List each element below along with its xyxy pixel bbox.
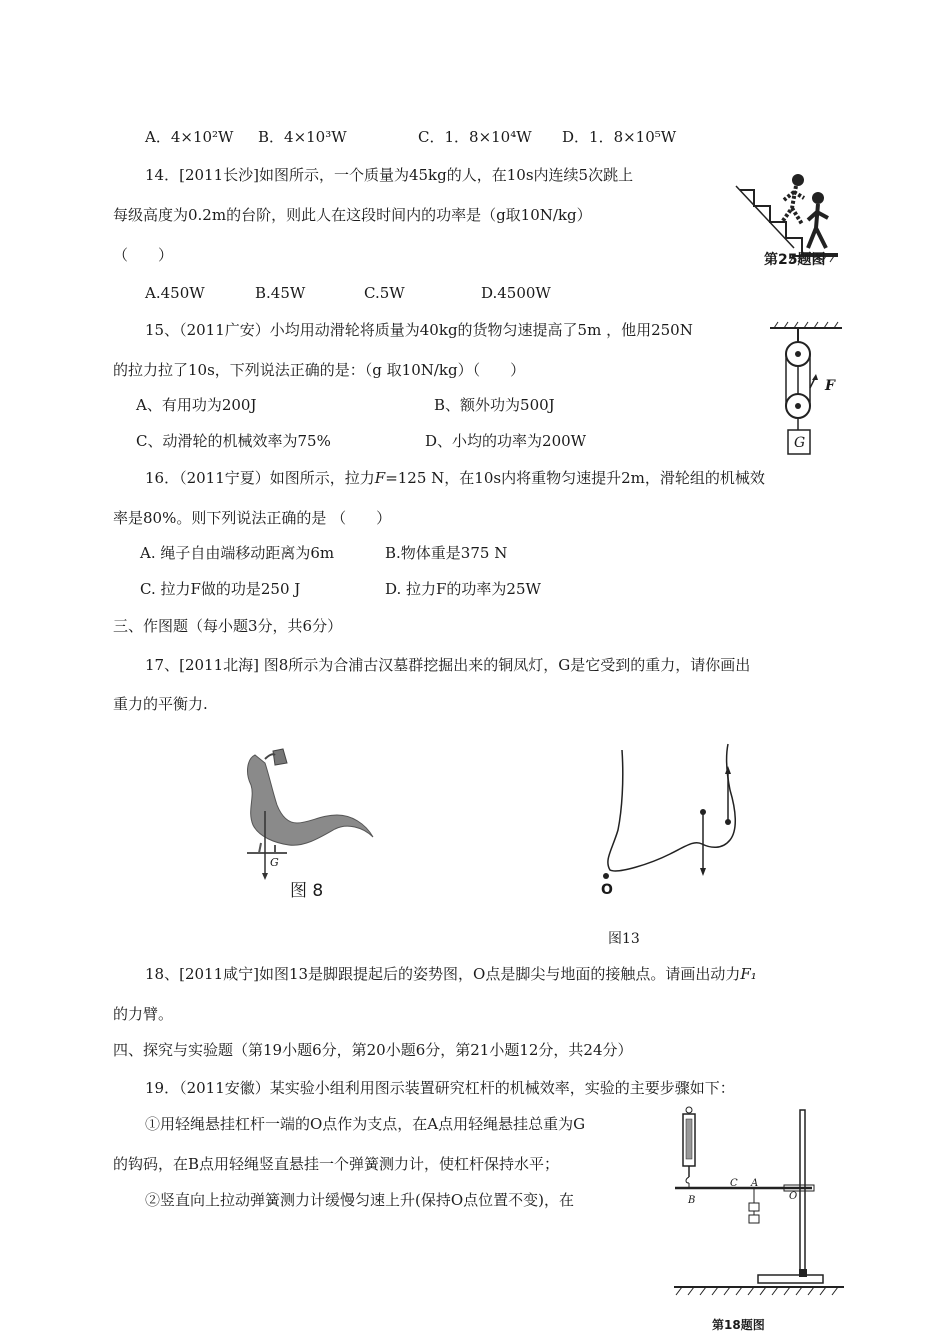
q16-line1 xyxy=(145,468,765,488)
q16-line1-a: 16．（2011宁夏）如图所示，拉力 xyxy=(145,469,375,487)
q15-option-b: B、额外功为500J xyxy=(434,396,555,414)
q14-bracket: （ ） xyxy=(113,246,174,264)
q17-line1: 17、[2011北海] 图8所示为合浦古汉墓群挖掘出来的铜凤灯，G是它受到的重力，请你画出 xyxy=(145,656,751,674)
q16-option-b: B.物体重是375 N xyxy=(385,544,508,562)
q13-option-b: B．4×10³W xyxy=(258,128,347,146)
q18-line1-a: 18、[2011咸宁]如图13是脚跟提起后的姿势图，O点是脚尖与地面的接触点。请画出动力 xyxy=(145,965,741,983)
q15-option-a: A、有用功为200J xyxy=(136,396,257,414)
lever-label-o: O xyxy=(789,1191,798,1202)
q16-line2: 率是80%。则下列说法正确的是 （ ） xyxy=(113,509,392,527)
q13-option-d: D．1．8×10⁵W xyxy=(562,128,677,146)
lever-apparatus-figure xyxy=(672,1105,847,1310)
lever-label-b: B xyxy=(688,1195,696,1206)
fig8-label-g: G xyxy=(270,856,279,869)
q14-line1: 14．[2011长沙]如图所示，一个质量为45kg的人，在10s内连续5次跳上 xyxy=(145,166,634,184)
q18-line1 xyxy=(145,964,757,984)
fig8-caption: 图 8 xyxy=(290,881,324,901)
lever-figure-caption: 第18题图 xyxy=(712,1318,765,1332)
q15-line2: 的拉力拉了10s，下列说法正确的是：（g 取10N/kg）（ ） xyxy=(113,361,526,379)
section4-heading: 四、探究与实验题（第19小题6分，第20小题6分，第21小题12分，共24分） xyxy=(113,1041,633,1059)
q19-step1-a: ①用轻绳悬挂杠杆一端的O点作为支点，在A点用轻绳悬挂总重为G xyxy=(145,1115,586,1133)
fig13-label-o: O xyxy=(601,882,613,898)
q15-option-c: C、动滑轮的机械效率为75% xyxy=(136,432,331,450)
q16-option-c: C. 拉力F做的功是250 J xyxy=(140,580,301,598)
q14-figure-caption: 第25题图 xyxy=(764,252,826,268)
lever-label-a: A xyxy=(751,1178,759,1189)
q14-option-a: A.450W xyxy=(145,284,205,302)
q15-label-f: F xyxy=(825,378,835,394)
q16-line1-b: =125 N，在10s内将重物匀速提升2m，滑轮组的机械效 xyxy=(385,469,765,487)
fig13-caption: 图13 xyxy=(608,931,640,947)
q13-option-c: C．1．8×10⁴W xyxy=(418,128,532,146)
q14-line2: 每级高度为0.2m的台阶，则此人在这段时间内的功率是（g取10N/kg） xyxy=(113,206,592,224)
q16-option-d: D. 拉力F的功率为25W xyxy=(385,580,541,598)
q14-option-c: C.5W xyxy=(364,284,405,302)
q19-line1: 19．（2011安徽）某实验小组利用图示装置研究杠杆的机械效率，实验的主要步骤如下： xyxy=(145,1079,735,1097)
q18-line1-f: F₁ xyxy=(740,965,757,983)
q15-label-g: G xyxy=(794,435,806,451)
q17-line2: 重力的平衡力. xyxy=(113,695,208,713)
section3-heading: 三、作图题（每小题3分，共6分） xyxy=(113,617,343,635)
q14-option-b: B.45W xyxy=(255,284,306,302)
q15-option-d: D、小均的功率为200W xyxy=(425,432,587,450)
q19-step2: ②竖直向上拉动弹簧测力计缓慢匀速上升(保持O点位置不变)，在 xyxy=(145,1191,575,1209)
q18-line2: 的力臂。 xyxy=(113,1005,174,1023)
phoenix-lamp-figure xyxy=(225,745,385,895)
q14-option-d: D.4500W xyxy=(481,284,551,302)
q13-option-a: A．4×10²W xyxy=(145,128,234,146)
q16-line1-f: F xyxy=(374,469,386,487)
q15-line1: 15、（2011广安）小均用动滑轮将质量为40kg的货物匀速提高了5m ，他用250N xyxy=(145,321,693,339)
lever-label-c: C xyxy=(730,1178,738,1189)
q16-option-a: A. 绳子自由端移动距离为6m xyxy=(140,544,335,562)
foot-figure xyxy=(590,740,770,900)
q19-step1-b: 的钩码，在B点用轻绳竖直悬挂一个弹簧测力计，使杠杆保持水平； xyxy=(113,1155,560,1173)
